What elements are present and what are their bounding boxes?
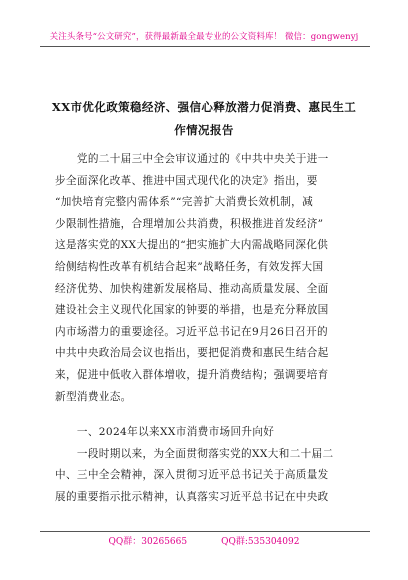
- body-line: 党的二十届三中全会审议通过的《中共中央关于进一: [55, 153, 329, 165]
- footer-divider: [40, 531, 370, 532]
- body-line: 中、三中全会精神，深入贯彻习近平总书记关于高质量发: [55, 469, 329, 482]
- body-line: 一段时期以来，为全面贯彻落实党的XX大和二十届二: [55, 447, 334, 460]
- body-line: “加快培育完整内需体系”“完善扩大消费长效机制，减: [55, 196, 314, 209]
- document-title-line-1: XX市优化政策稳经济、强信心释放潜力促消费、惠民生工: [51, 100, 357, 114]
- footer: [0, 534, 408, 547]
- body-line: 少限制性措施，合理增加公共消费，积极推进首发经济”: [55, 217, 324, 230]
- body-line: 给侧结构性改革有机结合起来”战略任务，有效发挥大国: [55, 260, 324, 273]
- body-line: 来，促进中低收入群体增收，提升消费结构；强调要培育: [55, 368, 329, 381]
- document-title-line-2: 作情况报告: [174, 123, 234, 137]
- body-line: 建设社会主义现代化国家的钟要的举措，也是充分释放国: [55, 304, 329, 317]
- body-line: 中共中央政治局会议也指出，要把促消费和惠民生结合起: [55, 347, 329, 360]
- body-section-1: [55, 422, 353, 508]
- section-heading: 一、2024年以来XX市消费市场回升向好: [55, 426, 275, 438]
- body-paragraph-1: [55, 149, 353, 408]
- header-banner: 关注头条号“公文研究”，获得最新最全最专业的公文资料库！ 微信：gongwenyj: [49, 32, 359, 42]
- body-line: 展的重要指示批示精神，认真落实习近平总书记在中央政: [55, 490, 329, 503]
- body-line: 这是落实党的XX大提出的“把实施扩大内需战略同深化供: [55, 239, 329, 252]
- body-line: 内市场潜力的重要途径。习近平总书记在9月26日召开的: [55, 325, 328, 338]
- body-line: 新型消费业态。: [55, 390, 132, 403]
- header-divider: [40, 46, 370, 47]
- footer-qq-group-2: QQ群:535304092: [221, 537, 300, 547]
- body-line: 经济优势、加快构建新发展格局、推动高质量发展、全面: [55, 282, 329, 295]
- body-line: 步全面深化改革、推进中国式现代化的决定》指出，要: [55, 174, 318, 187]
- footer-qq-group-1: QQ群：30265665: [108, 537, 188, 547]
